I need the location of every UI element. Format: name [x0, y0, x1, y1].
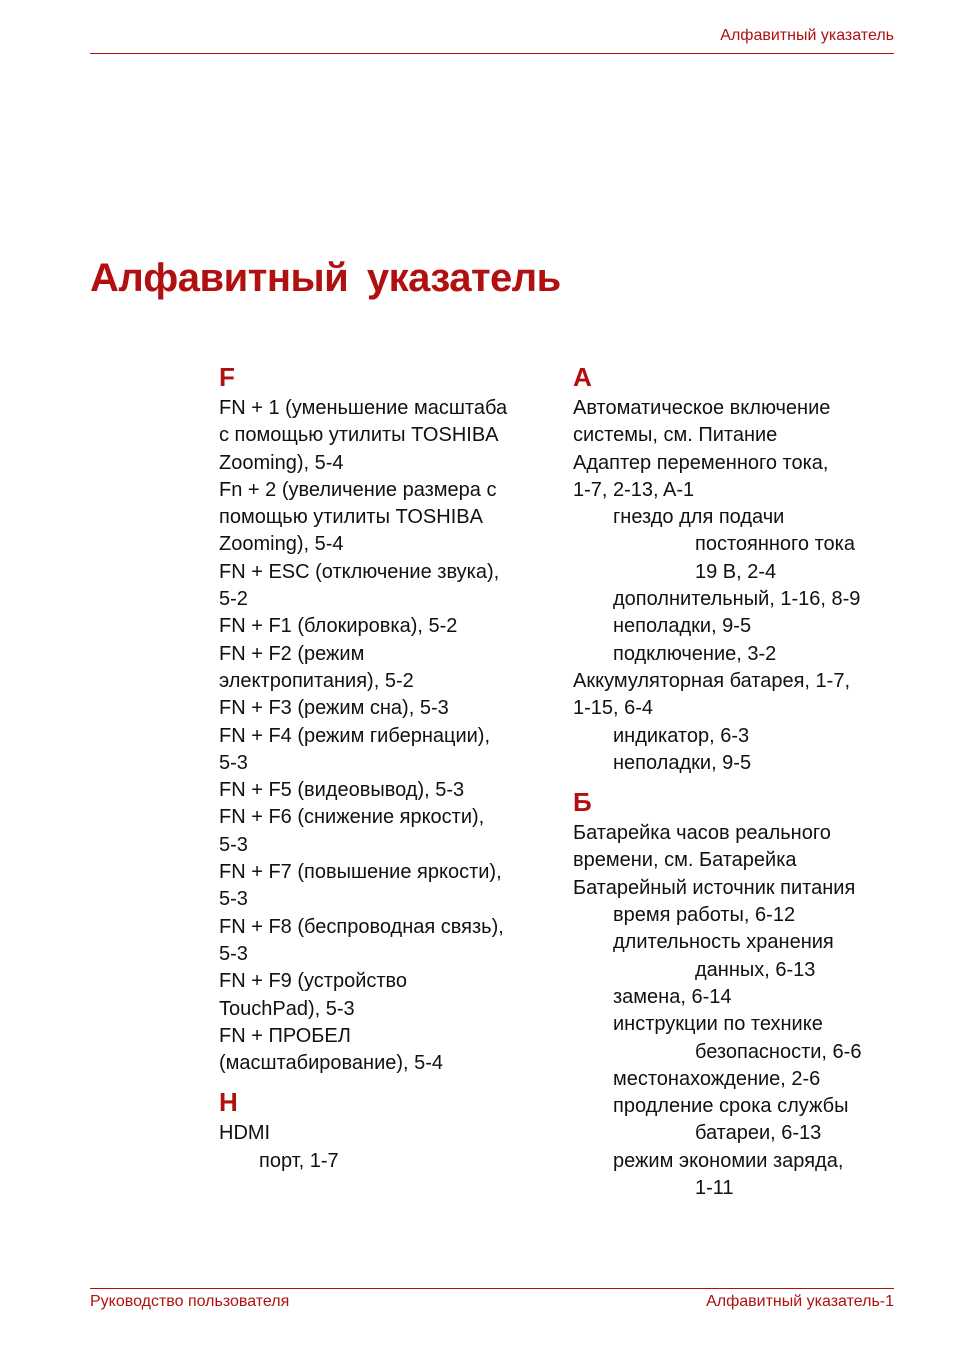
- index-entry: Батарейный источник питания: [573, 876, 856, 899]
- index-entry: Zooming), 5-4: [219, 533, 344, 556]
- index-subentry-continuation: 19 В, 2-4: [695, 560, 777, 583]
- index-entry: FN + ESC (отключение звука),: [219, 560, 500, 583]
- index-entry: FN + F2 (режим: [219, 642, 365, 665]
- section-letter: F: [219, 362, 235, 392]
- footer-book-title: Руководство пользователя: [90, 1293, 290, 1310]
- index-entry: Автоматическое включение: [573, 397, 831, 419]
- index-entry: FN + F1 (блокировка), 5-2: [219, 615, 458, 638]
- index-section-h: [219, 1084, 549, 1175]
- index-entry: 5-3: [219, 942, 248, 965]
- index-entry: времени, см. Батарейка: [573, 849, 797, 872]
- index-column-right: [573, 359, 913, 1202]
- index-subentry: замена, 6-14: [613, 985, 732, 1008]
- index-subentry: подключение, 3-2: [613, 642, 777, 665]
- index-entry: FN + 1 (уменьшение масштаба: [219, 397, 508, 419]
- index-subentry-continuation: данных, 6-13: [695, 958, 816, 981]
- index-entry: HDMI: [219, 1122, 271, 1145]
- index-section-a: [573, 359, 913, 777]
- index-subentry: местонахождение, 2-6: [613, 1067, 821, 1090]
- index-entry: 5-2: [219, 588, 248, 611]
- index-entry: 5-3: [219, 751, 248, 774]
- index-subentry: продление срока службы: [613, 1095, 849, 1118]
- index-subentry: неполадки, 9-5: [613, 751, 752, 774]
- index-entry: помощью утилиты TOSHIBA: [219, 506, 483, 529]
- running-header: Алфавитный указатель: [720, 27, 894, 44]
- index-subentry: дополнительный, 1-16, 8-9: [613, 588, 861, 611]
- index-entry: Аккумуляторная батарея, 1-7,: [573, 669, 851, 692]
- index-entry: (масштабирование), 5-4: [219, 1052, 444, 1075]
- index-entry: 5-3: [219, 833, 248, 856]
- index-entry: FN + F6 (снижение яркости),: [219, 806, 485, 829]
- index-column-left: [219, 359, 549, 1175]
- index-entry: 1-15, 6-4: [573, 697, 654, 720]
- index-entry: Zooming), 5-4: [219, 451, 344, 474]
- index-entry: FN + ПРОБЕЛ: [219, 1024, 351, 1047]
- index-section-b: [573, 784, 913, 1202]
- index-subentry: режим экономии заряда,: [613, 1149, 844, 1172]
- index-subentry-continuation: 1-11: [695, 1177, 734, 1200]
- footer-divider: [90, 1288, 894, 1289]
- index-entry: TouchPad), 5-3: [219, 997, 355, 1020]
- index-subentry: порт, 1-7: [259, 1149, 339, 1172]
- index-entry: FN + F8 (беспроводная связь),: [219, 915, 504, 938]
- index-entry: FN + F4 (режим гибернации),: [219, 724, 491, 747]
- index-subentry: неполадки, 9-5: [613, 615, 752, 638]
- index-entry: с помощью утилиты TOSHIBA: [219, 424, 499, 447]
- index-subentry-continuation: батареи, 6-13: [695, 1122, 822, 1145]
- index-entry: 1-7, 2-13, A-1: [573, 478, 695, 501]
- index-entry: Адаптер переменного тока,: [573, 451, 829, 474]
- index-entry: Батарейка часов реального: [573, 822, 831, 845]
- index-entry: Fn + 2 (увеличение размера с: [219, 478, 497, 501]
- index-entry: FN + F7 (повышение яркости),: [219, 861, 502, 884]
- index-subentry: инструкции по технике: [613, 1013, 823, 1036]
- index-subentry: индикатор, 6-3: [613, 724, 750, 747]
- index-subentry: длительность хранения: [613, 931, 834, 954]
- index-entry: 5-3: [219, 888, 248, 911]
- header-divider: [90, 53, 894, 54]
- index-entry: системы, см. Питание: [573, 424, 778, 447]
- section-letter: H: [219, 1087, 238, 1118]
- index-subentry: время работы, 6-12: [613, 904, 796, 927]
- section-letter: Б: [573, 787, 592, 818]
- index-subentry-continuation: постоянного тока: [695, 533, 855, 556]
- footer-page-number: Алфавитный указатель-1: [706, 1293, 894, 1310]
- index-entry: FN + F3 (режим сна), 5-3: [219, 697, 449, 720]
- page-title: Алфавитный указатель: [90, 256, 561, 300]
- index-entry: электропитания), 5-2: [219, 669, 414, 692]
- index-subentry-continuation: безопасности, 6-6: [695, 1040, 862, 1063]
- index-entry: FN + F9 (устройство: [219, 970, 408, 993]
- index-subentry: гнездо для подачи: [613, 506, 785, 529]
- index-section-f: [219, 359, 549, 1077]
- section-letter: A: [573, 362, 592, 392]
- index-entry: FN + F5 (видеовывод), 5-3: [219, 779, 465, 802]
